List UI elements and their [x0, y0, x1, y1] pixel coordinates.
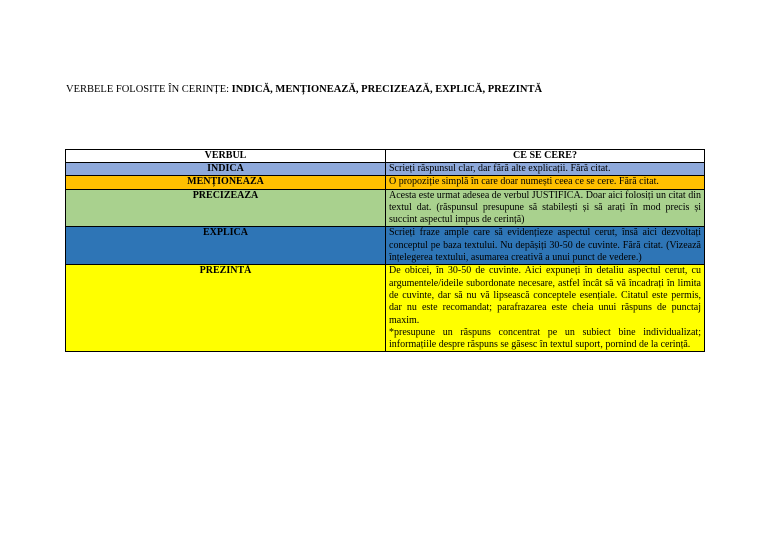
header-requirement: CE SE CERE?: [386, 150, 705, 163]
desc-prezinta-text: De obicei, în 30-50 de cuvinte. Aici expuneți în detaliu aspectul cerut, cu argumentele/ideile subordonate necesare, astfel încât să vă încadrați în limita de cuvinte, dar să nu vă lipsească conceptele esențiale. Citatul este permis, dar nu este recomandat; parafrazarea este cheia unui răspuns de punctaj maxim.: [389, 265, 701, 326]
desc-indica: [386, 163, 705, 176]
desc-prezinta-note: *presupune un răspuns concentrat pe un subiect bine individualizat; informațiile despre răspuns se găsesc în textul suport, pornind de la cerință.: [389, 326, 701, 351]
desc-explica: [386, 227, 705, 265]
verb-precizeaza: PRECIZEAZA: [66, 189, 386, 227]
header-verb: VERBUL: [66, 150, 386, 163]
heading-verbs: INDICĂ, MENȚIONEAZĂ, PRECIZEAZĂ, EXPLICĂ, PREZINTĂ: [231, 84, 543, 95]
verb-prezinta: PREZINTĂ: [66, 265, 386, 352]
table-row-indica: [66, 163, 705, 176]
verb-indica: INDICA: [66, 163, 386, 176]
table-row-prezinta: [66, 265, 705, 352]
table-header-row: [66, 150, 705, 163]
desc-precizeaza: [386, 189, 705, 227]
verbs-table: [65, 149, 705, 352]
desc-indica-text: Scrieți răspunsul clar, dar fără alte explicații. Fără citat.: [389, 163, 611, 174]
desc-mentioneaza: [386, 176, 705, 189]
table-row-explica: [66, 227, 705, 265]
desc-explica-text: Scrieți fraze ample care să evidențieze aspectul cerut, însă aici dezvoltați conceptul pe baza textului. Nu depășiți 30-50 de cuvinte. Fără citat. (Vizează înțelegerea textului, asumarea creativă a unui punct de vedere.): [389, 227, 701, 264]
verb-explica: EXPLICA: [66, 227, 386, 265]
table-row-mentioneaza: [66, 176, 705, 189]
desc-prezinta: [386, 265, 705, 352]
desc-precizeaza-text: Acesta este urmat adesea de verbul JUSTIFICA. Doar aici folosiți un citat din textul dat. (răspunsul presupune să stabilești și să arați în mod precis și succint aspectul impus de cerință): [389, 189, 701, 226]
table-row-precizeaza: [66, 189, 705, 227]
page-heading: [66, 84, 542, 95]
verb-mentioneaza: MENȚIONEAZA: [66, 176, 386, 189]
heading-prefix: VERBELE FOLOSITE ÎN CERINȚE:: [66, 84, 232, 95]
desc-mentioneaza-text: O propoziție simplă în care doar numești ceea ce se cere. Fără citat.: [389, 176, 659, 188]
